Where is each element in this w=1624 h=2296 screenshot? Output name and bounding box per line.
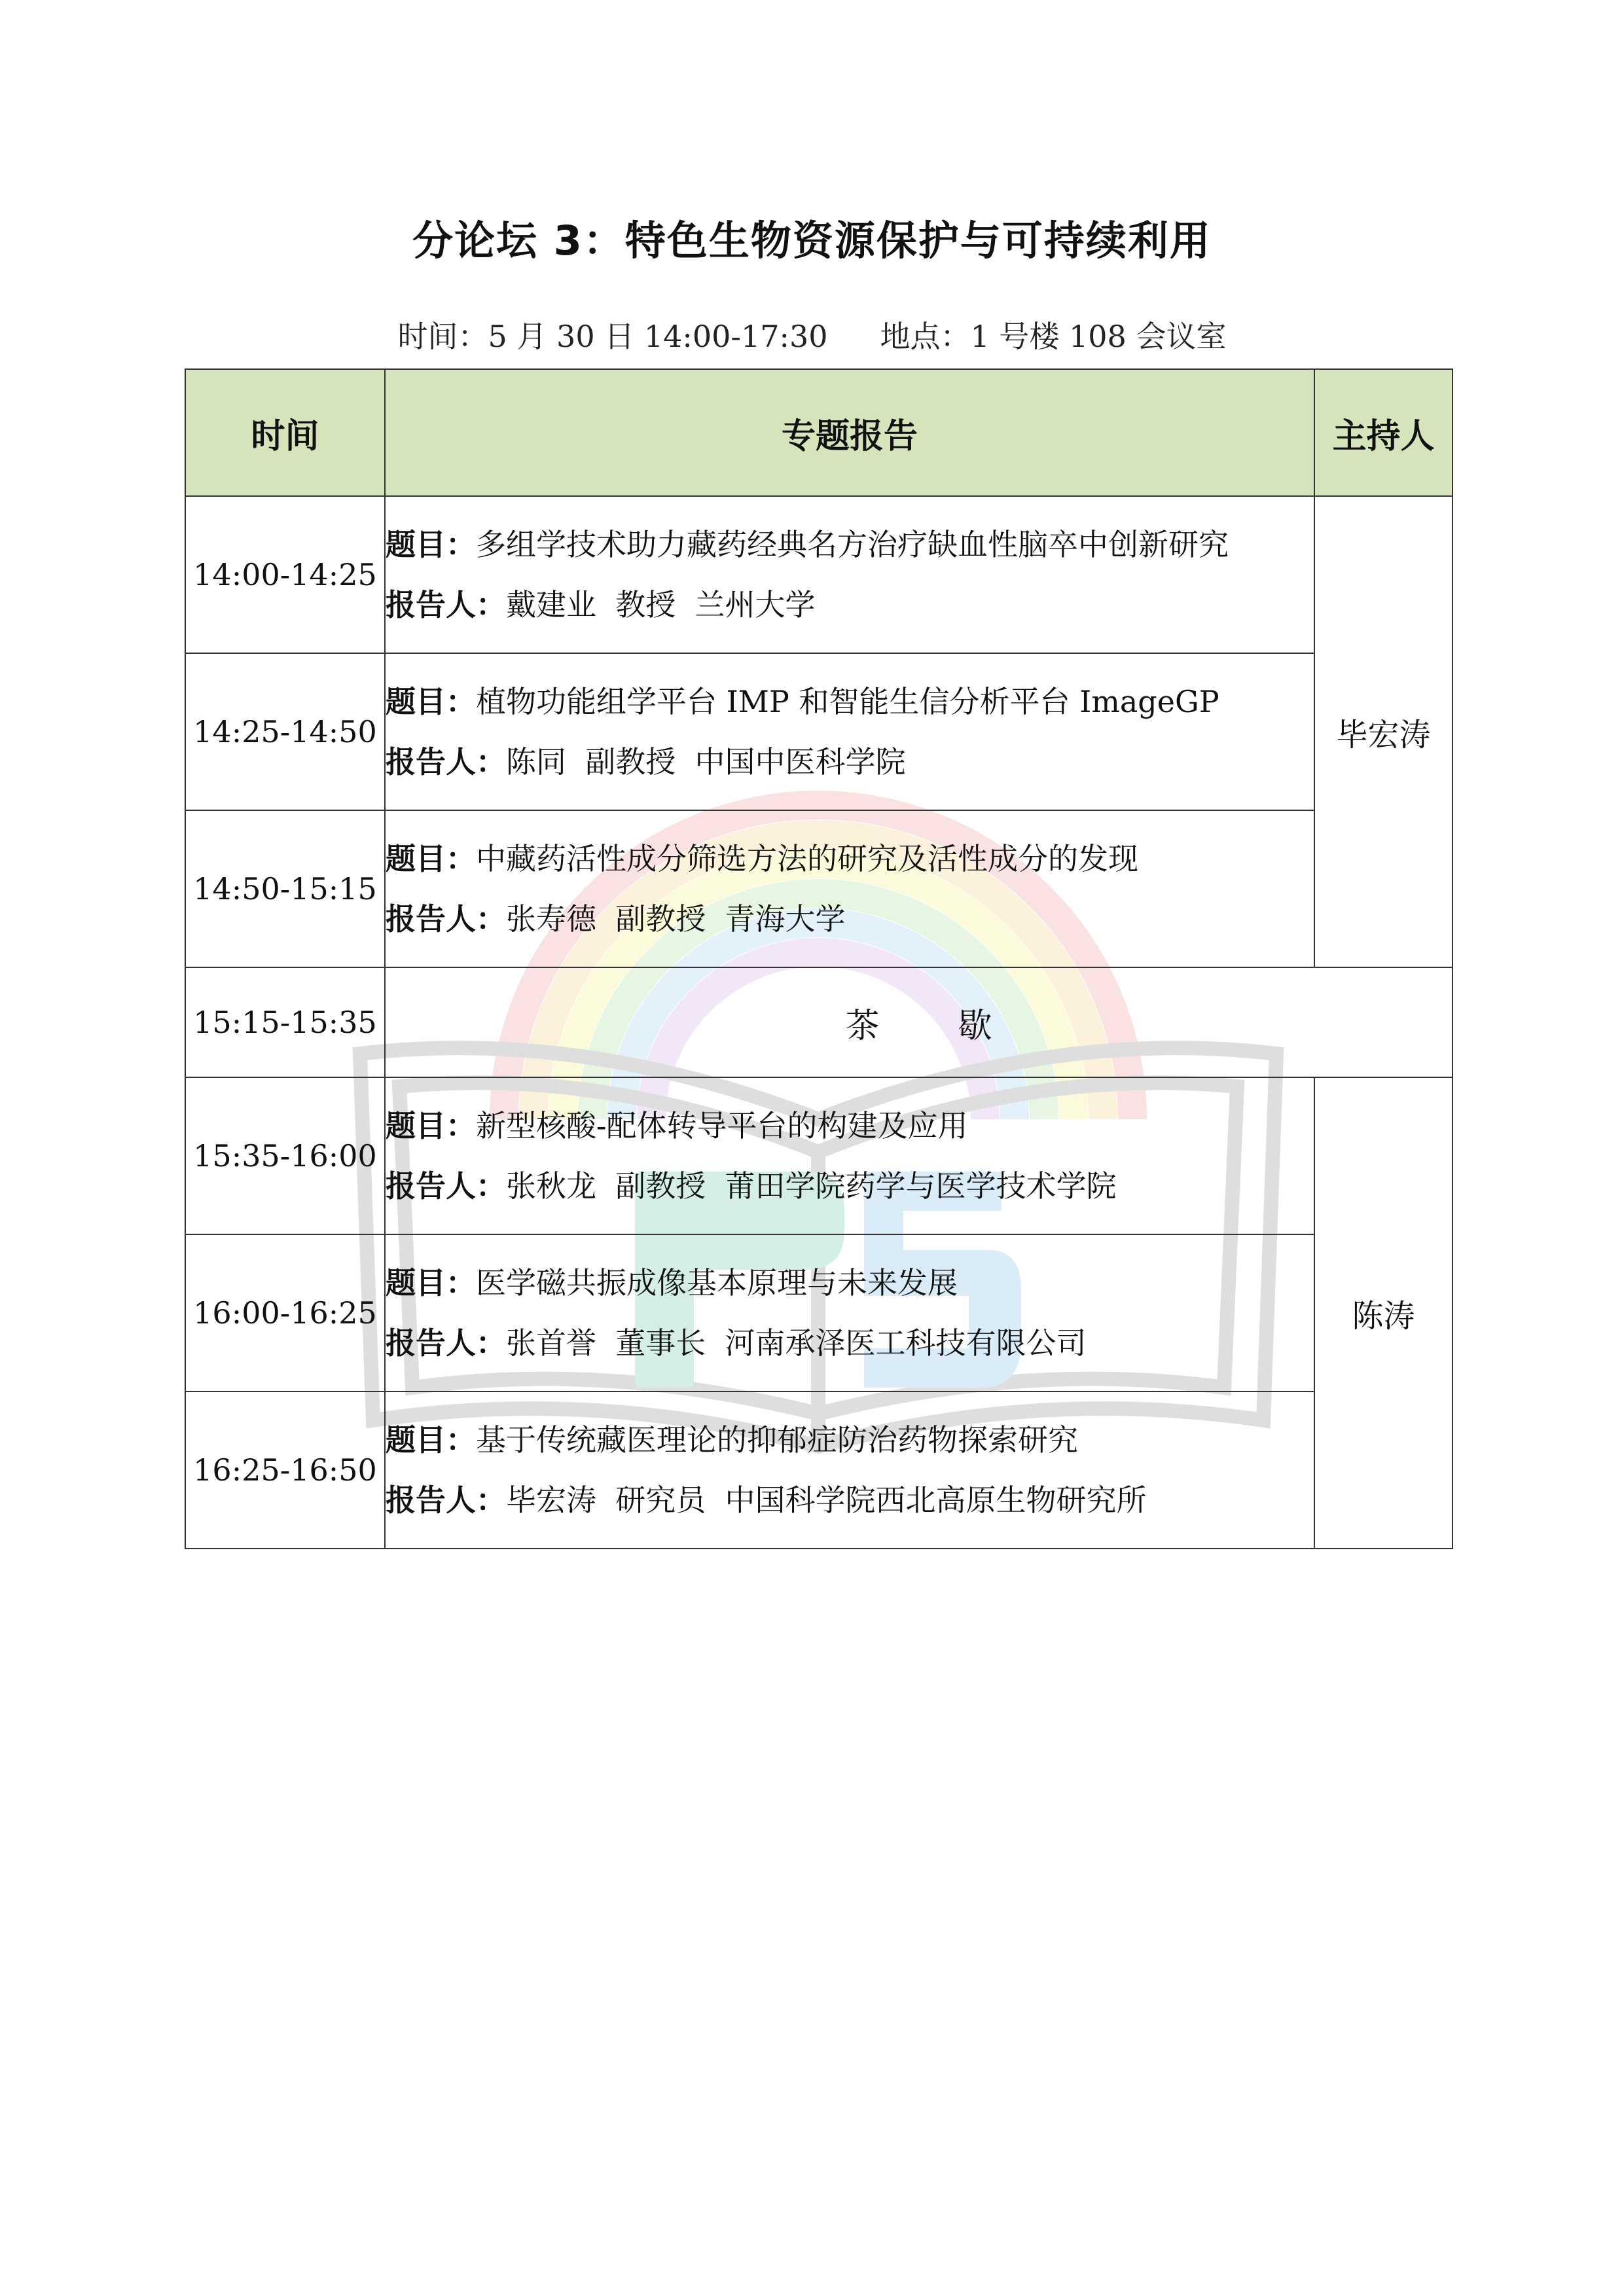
table-row bbox=[185, 1077, 1453, 1234]
host-cell: 陈涛 bbox=[1314, 1077, 1453, 1549]
topic-text: 多组学技术助力藏药经典名方治疗缺血性脑卒中创新研究 bbox=[476, 527, 1229, 562]
speaker-text: 张寿德 副教授 青海大学 bbox=[506, 901, 846, 937]
break-time: 15:15-15:35 bbox=[185, 967, 385, 1077]
topic-text: 医学磁共振成像基本原理与未来发展 bbox=[476, 1265, 958, 1300]
speaker-text: 陈同 副教授 中国中医科学院 bbox=[506, 744, 906, 780]
agenda-table bbox=[185, 368, 1453, 1549]
table-row bbox=[185, 1391, 1453, 1549]
speaker-label: 报告人： bbox=[386, 1482, 506, 1518]
speaker-label: 报告人： bbox=[386, 744, 506, 780]
host-cell: 毕宏涛 bbox=[1314, 496, 1453, 967]
speaker-label: 报告人： bbox=[386, 1325, 506, 1361]
topic-text: 新型核酸-配体转导平台的构建及应用 bbox=[476, 1108, 968, 1143]
row-content bbox=[385, 1077, 1314, 1234]
row-content bbox=[385, 810, 1314, 967]
table-row bbox=[185, 810, 1453, 967]
table-row bbox=[185, 653, 1453, 810]
table-row bbox=[185, 496, 1453, 653]
session-time: 时间：5 月 30 日 14:00-17:30 bbox=[397, 319, 828, 354]
speaker-text: 张首誉 董事长 河南承泽医工科技有限公司 bbox=[506, 1325, 1087, 1361]
speaker-label: 报告人： bbox=[386, 587, 506, 622]
topic-text: 中藏药活性成分筛选方法的研究及活性成分的发现 bbox=[476, 841, 1138, 876]
row-time: 14:00-14:25 bbox=[185, 496, 385, 653]
topic-label: 题目： bbox=[386, 527, 476, 562]
break-label-b: 歇 bbox=[958, 1006, 992, 1046]
speaker-text: 戴建业 教授 兰州大学 bbox=[506, 587, 816, 622]
topic-text: 植物功能组学平台 IMP 和智能生信分析平台 ImageGP bbox=[476, 684, 1219, 719]
speaker-text: 毕宏涛 研究员 中国科学院西北高原生物研究所 bbox=[506, 1482, 1147, 1518]
table-header-row bbox=[185, 369, 1453, 496]
row-time: 16:00-16:25 bbox=[185, 1234, 385, 1391]
session-info bbox=[0, 313, 1624, 356]
page-title: 分论坛 3：特色生物资源保护与可持续利用 bbox=[412, 217, 1212, 264]
session-place: 地点：1 号楼 108 会议室 bbox=[880, 319, 1227, 354]
row-time: 15:35-16:00 bbox=[185, 1077, 385, 1234]
row-content bbox=[385, 1391, 1314, 1549]
row-content bbox=[385, 496, 1314, 653]
speaker-label: 报告人： bbox=[386, 1168, 506, 1204]
speaker-text: 张秋龙 副教授 莆田学院药学与医学技术学院 bbox=[506, 1168, 1117, 1204]
header-host: 主持人 bbox=[1314, 369, 1453, 496]
topic-label: 题目： bbox=[386, 684, 476, 719]
header-time: 时间 bbox=[185, 369, 385, 496]
topic-label: 题目： bbox=[386, 841, 476, 876]
break-label-a: 茶 bbox=[845, 1006, 880, 1046]
topic-label: 题目： bbox=[386, 1422, 476, 1458]
row-content bbox=[385, 1234, 1314, 1391]
row-time: 16:25-16:50 bbox=[185, 1391, 385, 1549]
topic-text: 基于传统藏医理论的抑郁症防治药物探索研究 bbox=[476, 1422, 1078, 1458]
topic-label: 题目： bbox=[386, 1265, 476, 1300]
speaker-label: 报告人： bbox=[386, 901, 506, 937]
row-time: 14:50-15:15 bbox=[185, 810, 385, 967]
break-row bbox=[185, 967, 1453, 1077]
row-content bbox=[385, 653, 1314, 810]
topic-label: 题目： bbox=[386, 1108, 476, 1143]
header-topic: 专题报告 bbox=[385, 369, 1314, 496]
row-time: 14:25-14:50 bbox=[185, 653, 385, 810]
table-row bbox=[185, 1234, 1453, 1391]
break-label bbox=[385, 967, 1453, 1077]
